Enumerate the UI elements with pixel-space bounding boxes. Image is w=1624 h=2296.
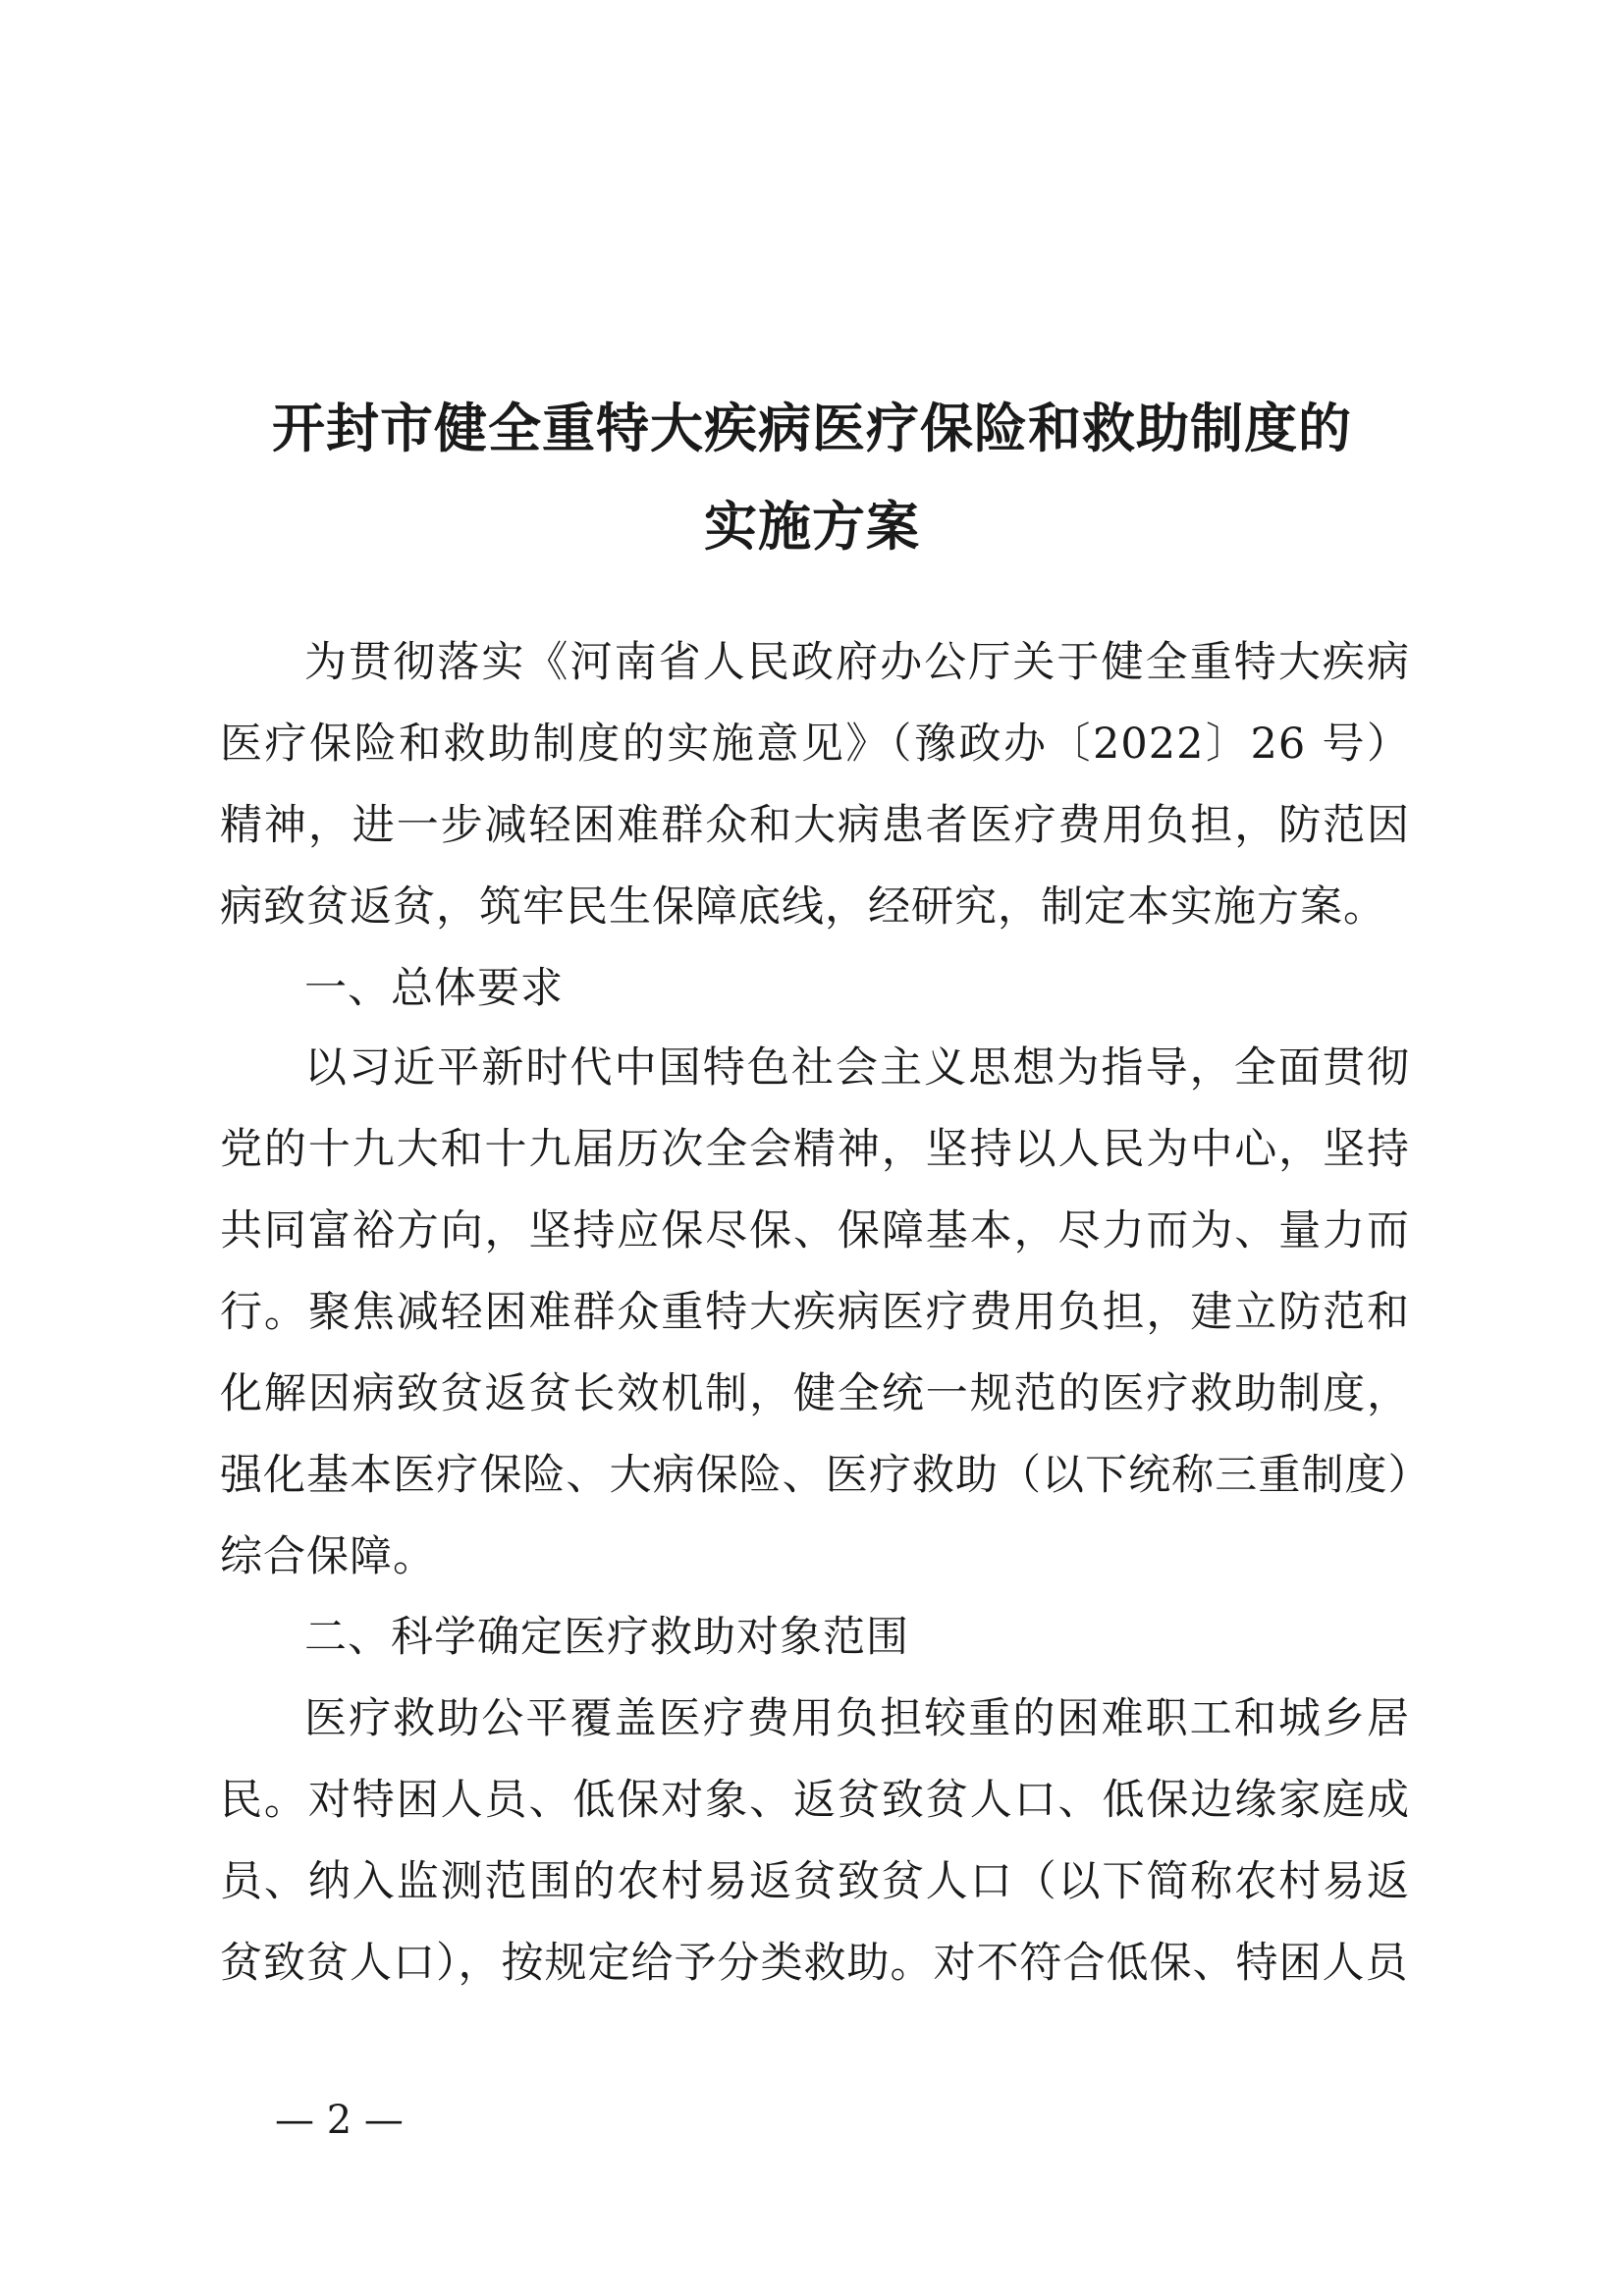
- section-heading-assistance-scope: 二、科学确定医疗救助对象范围: [304, 1613, 909, 1662]
- section-body-overall-requirements: 以习近平新时代中国特色社会主义思想为指导，全面贯彻党的十九大和十九届历次全会精神，坚持以人民为中心，坚持共同富裕方向，坚持应保尽保、保障基本，尽力而为、量力而行。聚焦减轻困难群众重特大疾病医疗费用负担，建立防范和化解因病致贫返贫长效机制，健全统一规范的医疗救助制度，强化基本医疗保险、大病保险、医疗救助（以下统称三重制度）综合保障。: [220, 1043, 1410, 1581]
- section-body-assistance-scope: 医疗救助公平覆盖医疗费用负担较重的困难职工和城乡居民。对特困人员、低保对象、返贫致贫人口、低保边缘家庭成员、纳入监测范围的农村易返贫致贫人口（以下简称农村易返贫致贫人口），按规定给予分类救助。对不符合低保、特困人员: [220, 1694, 1410, 1988]
- intro-paragraph: 为贯彻落实《河南省人民政府办公厅关于健全重特大疾病医疗保险和救助制度的实施意见》（豫政办〔2022〕26 号）精神，进一步减轻困难群众和大病患者医疗费用负担，防范因病致贫返贫，筑牢民生保障底线，经研究，制定本实施方案。: [220, 638, 1410, 932]
- document-title-line-1: 开封市健全重特大疾病医疗保险和救助制度的: [272, 398, 1352, 459]
- document-title-line-2: 实施方案: [704, 496, 920, 558]
- page-number: — 2 —: [275, 2098, 404, 2143]
- section-heading-overall-requirements: 一、总体要求: [304, 964, 564, 1013]
